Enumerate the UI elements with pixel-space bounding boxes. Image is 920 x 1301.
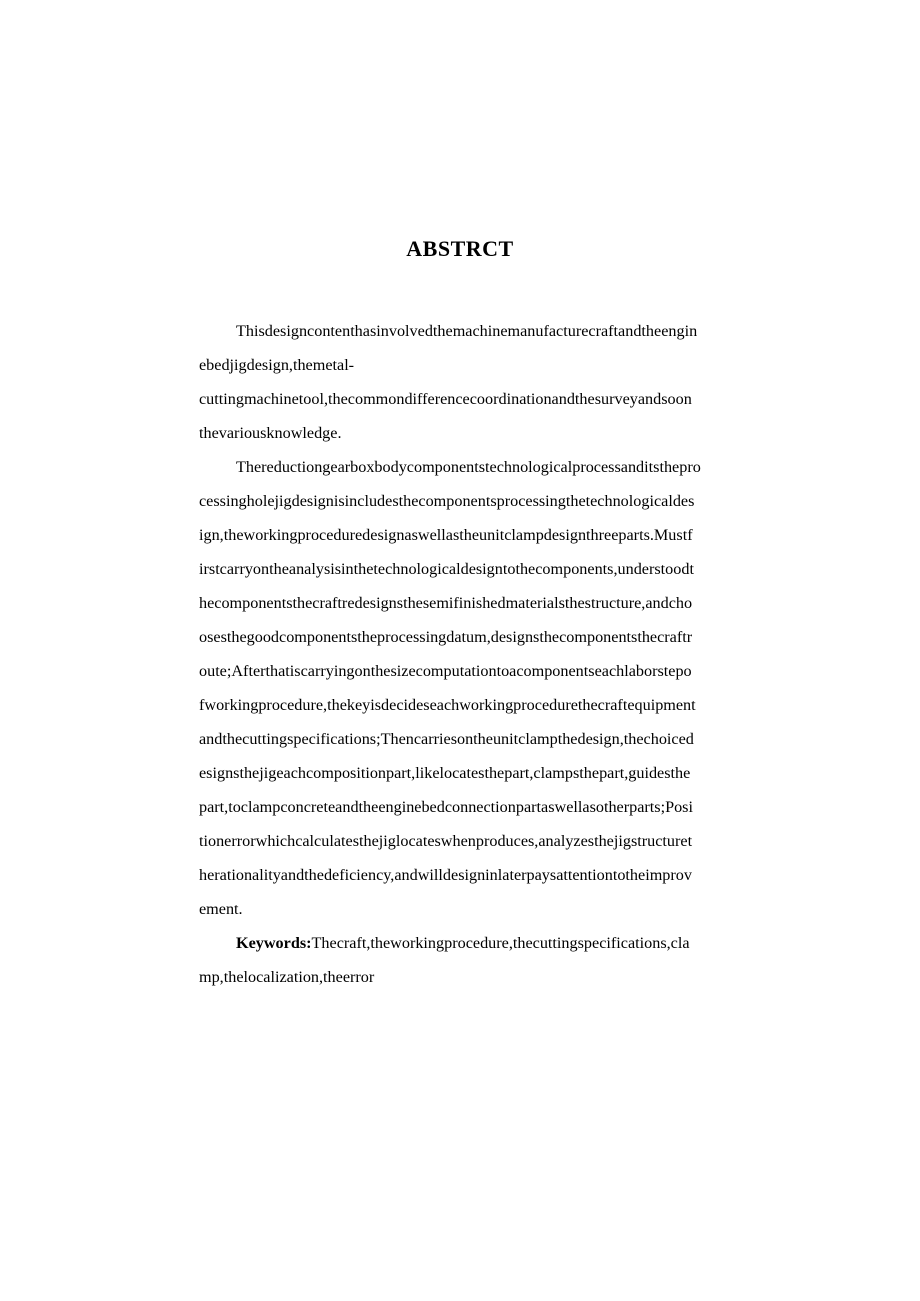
keywords-text: Thecraft,theworkingprocedure,thecuttingspecifications,cla <box>311 934 690 952</box>
keywords-paragraph <box>199 926 771 994</box>
text-line: thevariousknowledge. <box>199 424 342 442</box>
text-line: andthecuttingspecifications;Thencarriesontheunitclampthedesign,thechoiced <box>199 730 694 748</box>
text-line: Thereductiongearboxbodycomponentstechnologicalprocessanditstheprо <box>236 458 701 476</box>
text-line: part,toclampconcreteandtheenginebedconnectionpartaswellasotherparts;Posi <box>199 798 693 816</box>
text-line: fworkingprocedure,thekeyisdecideseachworkingprocedurethecraftequipment <box>199 696 696 714</box>
abstract-body <box>199 314 771 994</box>
text-line: hecomponentsthecraftredesignsthesemifinishedmaterialsthestructure,andcho <box>199 594 693 612</box>
text-line: Thisdesigncontenthasinvolvedthemachinemanufacturecraftandtheengin <box>236 322 698 340</box>
keywords-label: Keywords: <box>236 934 312 952</box>
text-line: osesthegoodcomponentstheprocessingdatum,designsthecomponentsthecraftr <box>199 628 693 646</box>
text-line: oute;Afterthatiscarryingonthesizecomputationtoacomponentseachlaborstepo <box>199 662 692 680</box>
text-line: ebedjigdesign,themetal- <box>199 356 355 374</box>
text-line: tionerrorwhichcalculatesthejiglocateswhenproduces,analyzesthejigstructuret <box>199 832 693 850</box>
text-line: ign,theworkingproceduredesignaswellastheunitclampdesignthreeparts.Mustf <box>199 526 693 544</box>
keywords-line: mp,thelocalization,theerror <box>199 968 375 986</box>
paragraph-1 <box>199 314 771 450</box>
keywords-line <box>199 926 771 960</box>
text-line: irstcarryontheanalysisinthetechnologicaldesigntothecomponents,understoodt <box>199 560 694 578</box>
text-line: herationalityandthedeficiency,andwilldesigninlaterpaysattentiontotheimprov <box>199 866 692 884</box>
text-line: cessingholejigdesignisincludesthecomponentsprocessingthetechnologicaldes <box>199 492 695 510</box>
paragraph-2 <box>199 450 771 926</box>
text-line: esignsthejigeachcompositionpart,likelocatesthepart,clampsthepart,guidesthe <box>199 764 691 782</box>
abstract-title: ABSTRCT <box>406 236 514 261</box>
text-line: ement. <box>199 900 243 918</box>
text-line: cuttingmachinetool,thecommondifferencecoordinationandthesurveyandsoon <box>199 390 692 408</box>
